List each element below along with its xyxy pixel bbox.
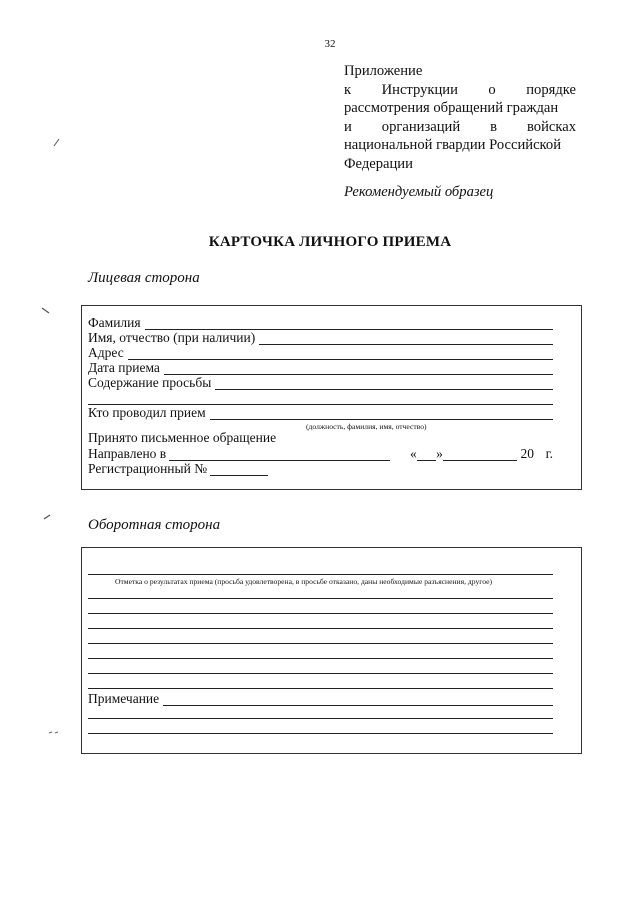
- conducted-by-label: Кто проводил прием: [88, 405, 206, 420]
- name-line[interactable]: [259, 333, 553, 345]
- written-appeal-label: Принято письменное обращение: [88, 430, 277, 445]
- sent-to-line[interactable]: [169, 449, 390, 461]
- sent-to-label: Направлено в: [88, 446, 167, 461]
- request-content-line[interactable]: [215, 378, 553, 390]
- back-side-heading: Оборотная сторона: [88, 517, 221, 533]
- scan-mark: [48, 727, 62, 737]
- request-content-field[interactable]: [88, 375, 553, 390]
- note-field[interactable]: [88, 691, 553, 706]
- note-line[interactable]: [163, 694, 553, 706]
- result-line[interactable]: [88, 643, 553, 644]
- front-side-heading: Лицевая сторона: [88, 270, 200, 286]
- month-line[interactable]: [443, 449, 517, 461]
- scan-mark: [42, 510, 54, 522]
- annex-line: и организаций в войсках: [344, 118, 576, 135]
- reception-date-line[interactable]: [164, 363, 553, 375]
- annex-block: [344, 62, 576, 174]
- scan-mark: [40, 306, 52, 318]
- annex-line: Федерации: [344, 155, 413, 172]
- document-title: КАРТОЧКА ЛИЧНОГО ПРИЕМА: [208, 234, 452, 250]
- sent-to-row: [88, 446, 553, 461]
- date-open-quote: «: [410, 446, 417, 461]
- annex-line: Приложение: [344, 63, 423, 79]
- page-number: 32: [324, 38, 336, 50]
- registration-number-row: [88, 461, 553, 476]
- note-extra-line[interactable]: [88, 718, 553, 719]
- surname-field[interactable]: [88, 315, 553, 330]
- date-close-quote: »: [436, 446, 443, 461]
- name-label: Имя, отчество (при наличии): [88, 330, 256, 345]
- surname-label: Фамилия: [88, 315, 141, 330]
- result-line[interactable]: [88, 673, 553, 674]
- note-extra-line[interactable]: [88, 733, 553, 734]
- result-line[interactable]: [88, 613, 553, 614]
- result-line[interactable]: [88, 658, 553, 659]
- year-prefix: 20: [520, 446, 534, 461]
- year-suffix: г.: [545, 446, 554, 461]
- result-line[interactable]: [88, 688, 553, 689]
- surname-line[interactable]: [145, 318, 553, 330]
- recommended-sample-label: Рекомендуемый образец: [344, 184, 494, 200]
- result-line[interactable]: [88, 574, 553, 575]
- registration-number-line[interactable]: [210, 464, 268, 476]
- result-caption: Отметка о результатах приема (просьба удовлетворена, в просьбе отказано, даны необходимые разъяснения, другое): [115, 577, 492, 586]
- reception-date-label: Дата приема: [88, 360, 160, 375]
- written-appeal-row: [88, 430, 553, 445]
- address-label: Адрес: [88, 345, 124, 360]
- day-line[interactable]: [417, 449, 436, 461]
- result-line[interactable]: [88, 598, 553, 599]
- note-label: Примечание: [88, 691, 160, 706]
- annex-line: к Инструкции о порядке: [344, 81, 576, 98]
- conducted-by-caption: (должность, фамилия, имя, отчество): [306, 422, 427, 431]
- result-line[interactable]: [88, 628, 553, 629]
- name-field[interactable]: [88, 330, 553, 345]
- request-content-label: Содержание просьбы: [88, 375, 212, 390]
- conducted-by-field[interactable]: [88, 405, 553, 420]
- address-line[interactable]: [128, 348, 553, 360]
- registration-number-label: Регистрационный №: [88, 461, 208, 476]
- scan-mark: [52, 136, 64, 148]
- annex-line: национальной гвардии Российской: [344, 137, 562, 154]
- address-field[interactable]: [88, 345, 553, 360]
- reception-date-field[interactable]: [88, 360, 553, 375]
- conducted-by-line[interactable]: [210, 408, 553, 420]
- annex-line: рассмотрения обращений граждан: [344, 100, 559, 117]
